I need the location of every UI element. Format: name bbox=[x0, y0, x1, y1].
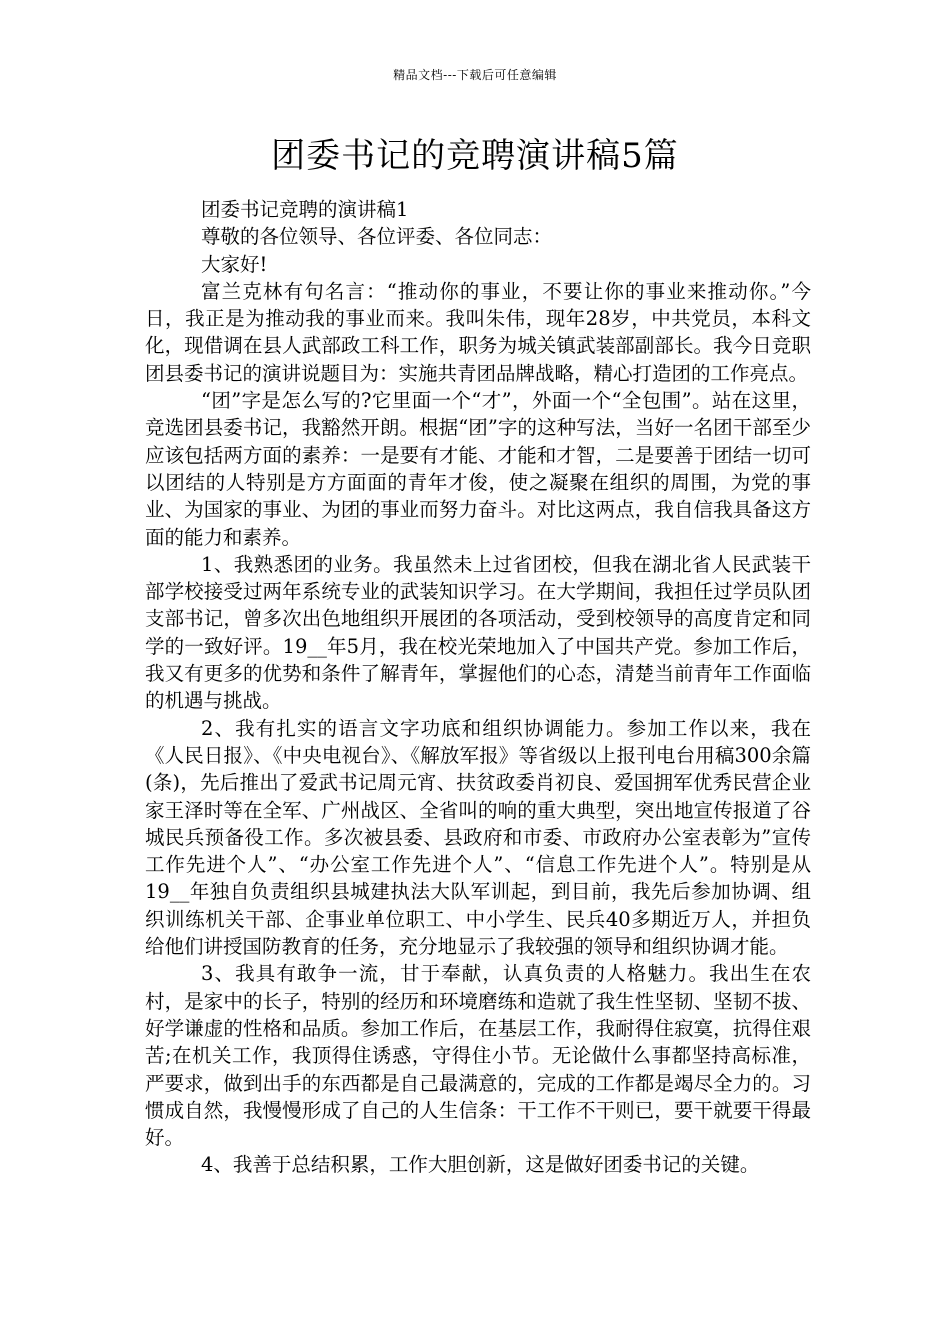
greeting: 大家好! bbox=[201, 252, 268, 276]
header-note: 精品文档---下载后可任意编辑 bbox=[393, 68, 557, 82]
paragraph-point-2: 2、我有扎实的语言文字功底和组织协调能力。参加工作以来，我在《人民日报》、《中央电视台》、《解放军报》等省级以上报刊电台用稿300余篇(条)，先后推出了爱武书记周元宵、扶贫政委肖初良、爱国拥军优秀民营企业家王泽时等在全军、广州战区、全省叫的响的重大典型，突出地宣传报道了谷城民兵预备役工作。多次被县委、县政府和市委、市政府办公室表彰为”宣传工作先进个人”、“办公室工作先进个人”、“信息工作先进个人”。特别是从19__年独自负责组织县城建执法大队军训起，到目前，我先后参加协调、组织训练机关干部、企事业单位职工、中小学生、民兵40多期近万人，并担负给他们讲授国防教育的任务，充分地显示了我较强的领导和组织协调才能。 bbox=[145, 716, 811, 959]
salutation: 尊敬的各位领导、各位评委、各位同志： bbox=[201, 225, 553, 249]
paragraph-point-3: 3、我具有敢争一流，甘于奉献，认真负责的人格魅力。我出生在农村，是家中的长子，特别的经历和环境磨练和造就了我生性坚韧、坚韧不拔、好学谦虚的性格和品质。参加工作后，在基层工作，我耐得住寂寞，抗得住艰苦;在机关工作，我顶得住诱惑，守得住小节。无论做什么事都坚持高标准，严要求，做到出手的东西都是自己最满意的，完成的工作都是竭尽全力的。习惯成自然，我慢慢形成了自己的人生信条：干工作不干则已，要干就要干得最好。 bbox=[145, 962, 811, 1150]
speech-subtitle: 团委书记竞聘的演讲稿1 bbox=[201, 198, 409, 221]
paragraph-point-1: 1、我熟悉团的业务。我虽然未上过省团校，但我在湖北省人民武装干部学校接受过两年系统专业的武装知识学习。在大学期间，我担任过学员队团支部书记，曾多次出色地组织开展团的各项活动，受到校领导的高度肯定和同学的一致好评。19__年5月，我在校光荣地加入了中国共产党。参加工作后，我又有更多的优势和条件了解青年，掌握他们的心态，清楚当前青年工作面临的机遇与挑战。 bbox=[145, 552, 811, 713]
document-title: 团委书记的竞聘演讲稿5篇 bbox=[271, 136, 679, 176]
document-body bbox=[145, 196, 811, 1179]
paragraph-point-4: 4、我善于总结积累，工作大胆创新，这是做好团委书记的关键。 bbox=[201, 1153, 760, 1177]
paragraph-intro: 富兰克林有句名言：“推动你的事业，不要让你的事业来推动你。”今日，我正是为推动我的事业而来。我叫朱伟，现年28岁，中共党员，本科文化，现借调在县人武部政工科工作，职务为城关镇武装部副部长。我今日竞职团县委书记的演讲说题目为：实施共青团品牌战略，精心打造团的工作亮点。 bbox=[145, 279, 811, 385]
paragraph-tuan-character: “团”字是怎么写的?它里面一个“才”，外面一个“全包围”。站在这里，竞选团县委书记，我豁然开朗。根据“团”字的这种写法，当好一名团干部至少应该包括两方面的素养：一是要有才能、才能和才智，二是要善于团结一切可以团结的人特别是方方面面的青年才俊，使之凝聚在组织的周围，为党的事业、为国家的事业、为团的事业而努力奋斗。对比这两点，我自信我具备这方面的能力和素养。 bbox=[145, 389, 811, 549]
